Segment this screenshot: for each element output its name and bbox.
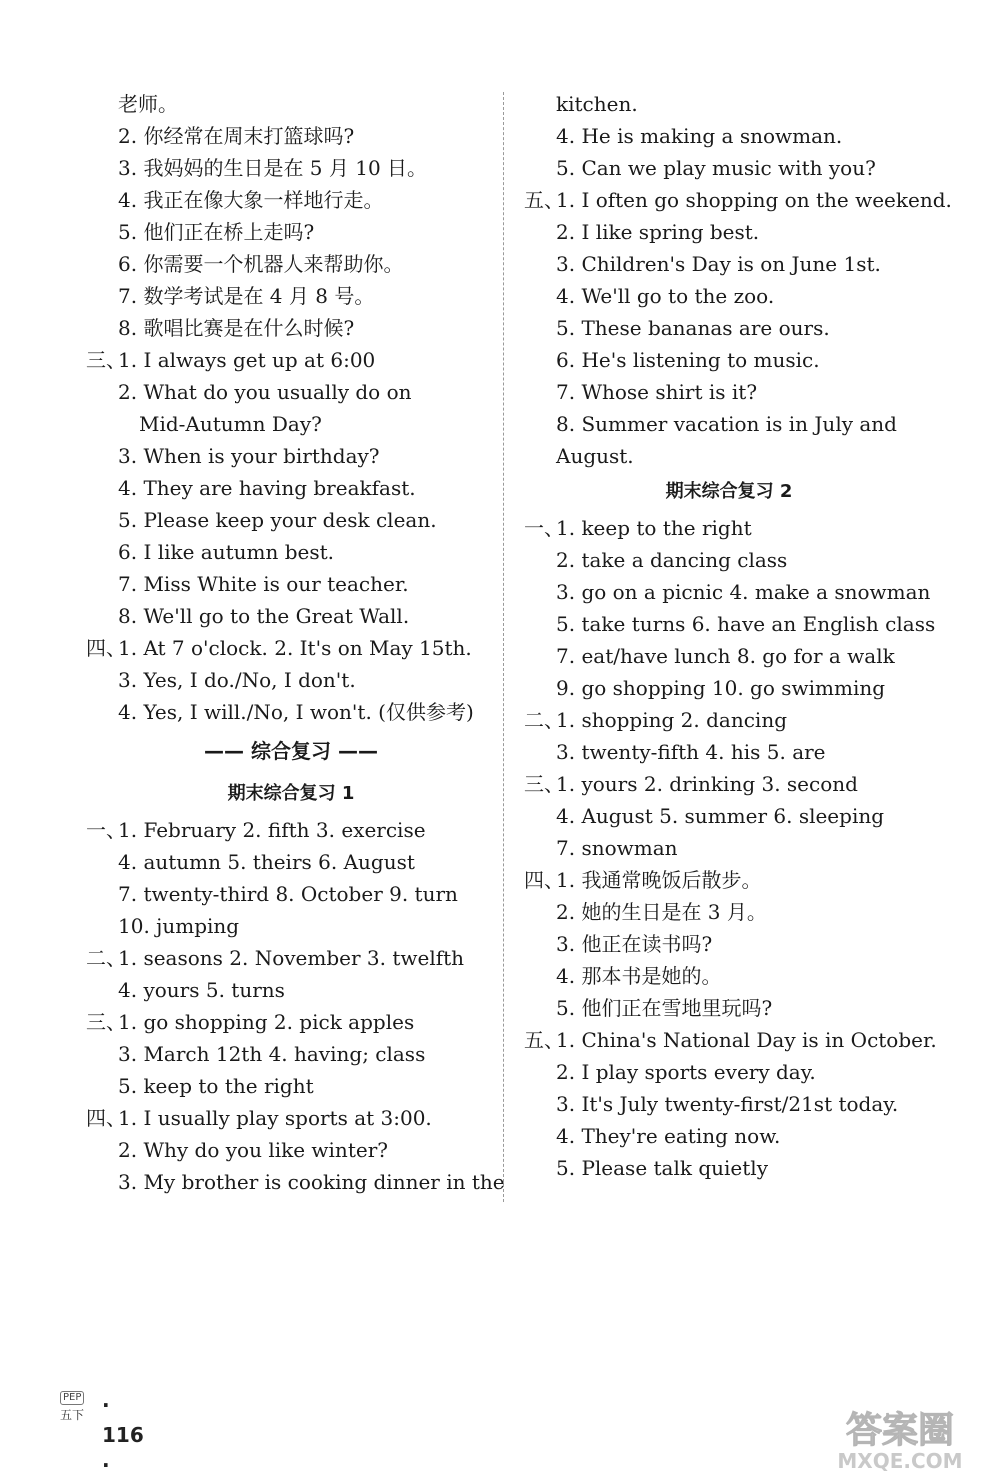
- answer-text: 4. He is making a snowman.: [556, 124, 843, 148]
- answer-text: 1. 我通常晚饭后散步。: [556, 868, 762, 892]
- answer-line: [524, 704, 934, 736]
- answer-text: August.: [556, 444, 634, 468]
- answer-line: [86, 664, 496, 696]
- answer-line: [86, 376, 496, 408]
- answer-text: 4. autumn 5. theirs 6. August: [118, 850, 415, 874]
- section-title: —— 综合复习 ——: [204, 739, 378, 763]
- answer-text: 1. keep to the right: [556, 516, 752, 540]
- answer-line: [86, 1102, 496, 1134]
- answer-text: 4. Yes, I will./No, I won't. (仅供参考): [118, 700, 474, 724]
- answer-text: 7. Miss White is our teacher.: [118, 572, 409, 596]
- answer-text: 3. It's July twenty-first/21st today.: [556, 1092, 899, 1116]
- page-number: · 116 ·: [102, 1393, 144, 1477]
- answer-text: 7. 数学考试是在 4 月 8 号。: [118, 284, 375, 308]
- answer-text: 3. 我妈妈的生日是在 5 月 10 日。: [118, 156, 428, 180]
- answer-text: 3. Yes, I do./No, I don't.: [118, 668, 356, 692]
- answer-text: 1. At 7 o'clock. 2. It's on May 15th.: [118, 636, 472, 660]
- answer-text: 6. I like autumn best.: [118, 540, 335, 564]
- answer-text: 2. I like spring best.: [556, 220, 760, 244]
- answer-text: 2. I play sports every day.: [556, 1060, 816, 1084]
- answer-line: [86, 216, 496, 248]
- answer-text: 4. They're eating now.: [556, 1124, 781, 1148]
- answer-line: [524, 152, 934, 184]
- answer-line: [524, 544, 934, 576]
- answer-line: [524, 376, 934, 408]
- answer-line: [86, 814, 496, 846]
- answer-line: [524, 512, 934, 544]
- answer-line: [86, 910, 496, 942]
- section-marker: 三、: [86, 348, 126, 372]
- answer-text: Mid-Autumn Day?: [139, 412, 322, 436]
- answer-text: 4. 那本书是她的。: [556, 964, 722, 988]
- answer-text: 5. keep to the right: [118, 1074, 314, 1098]
- answer-line: [86, 1038, 496, 1070]
- column-divider: [503, 92, 504, 1202]
- answer-text: 6. He's listening to music.: [556, 348, 820, 372]
- answer-text: 1. seasons 2. November 3. twelfth: [118, 946, 465, 970]
- answer-text: 1. go shopping 2. pick apples: [118, 1010, 415, 1034]
- answer-line: [524, 672, 934, 704]
- answer-line: [86, 1166, 505, 1198]
- answer-line: [86, 600, 496, 632]
- answer-line: [524, 216, 934, 248]
- section-marker: 二、: [524, 708, 564, 732]
- answer-line: [86, 312, 496, 344]
- section-marker: 一、: [524, 516, 564, 540]
- section-marker: 四、: [86, 1106, 126, 1130]
- pep-logo-icon: [58, 1390, 92, 1424]
- answer-line: [524, 1056, 934, 1088]
- answer-line: [86, 1006, 496, 1038]
- answer-line: [524, 800, 934, 832]
- answer-line: [524, 1024, 937, 1056]
- watermark-text: 答案圈: [845, 1410, 955, 1451]
- answer-line: [524, 120, 934, 152]
- answer-text: 3. twenty-fifth 4. his 5. are: [556, 740, 826, 764]
- answer-line: [524, 736, 934, 768]
- answer-text: 5. take turns 6. have an English class: [556, 612, 936, 636]
- answer-text: 2. 她的生日是在 3 月。: [556, 900, 767, 924]
- answer-text: 6. 你需要一个机器人来帮助你。: [118, 252, 404, 276]
- answer-text: 3. 他正在读书吗?: [556, 932, 713, 956]
- answer-line: [524, 280, 934, 312]
- review-heading: 期末综合复习 2: [665, 481, 793, 502]
- watermark-domain: MXQE.COM: [837, 1449, 963, 1472]
- answer-line: [86, 184, 496, 216]
- answer-line: [86, 440, 496, 472]
- answer-line: [524, 608, 934, 640]
- answer-line: [524, 928, 934, 960]
- answer-text: 8. 歌唱比赛是在什么时候?: [118, 316, 355, 340]
- answer-line: [524, 440, 934, 472]
- answer-text: 7. twenty-third 8. October 9. turn: [118, 882, 458, 906]
- answer-line: [524, 896, 934, 928]
- logo-text: PEP: [60, 1391, 84, 1405]
- answer-line: [86, 878, 496, 910]
- answer-line: [86, 536, 496, 568]
- answer-text: 5. Please keep your desk clean.: [118, 508, 437, 532]
- watermark-logo: [806, 1402, 994, 1472]
- answer-text: 2. Why do you like winter?: [118, 1138, 388, 1162]
- answer-text: 10. jumping: [118, 914, 240, 938]
- answer-text: 3. March 12th 4. having; class: [118, 1042, 426, 1066]
- answer-line: [524, 864, 934, 896]
- answer-line: [86, 696, 496, 728]
- answer-line: [86, 248, 496, 280]
- answer-line: [86, 152, 496, 184]
- answer-line: [86, 472, 496, 504]
- answer-text: 2. 你经常在周末打篮球吗?: [118, 124, 355, 148]
- answer-text: 2. What do you usually do on: [118, 380, 412, 404]
- answer-text: 1. shopping 2. dancing: [556, 708, 787, 732]
- answer-line: [524, 832, 934, 864]
- answer-line: [524, 312, 934, 344]
- answer-line: [524, 184, 952, 216]
- answer-line: [86, 846, 496, 878]
- answer-line: [86, 568, 496, 600]
- answer-line: [86, 280, 496, 312]
- answer-line: [86, 504, 496, 536]
- answer-line: [86, 120, 496, 152]
- answer-text: 8. We'll go to the Great Wall.: [118, 604, 410, 628]
- left-column: [86, 88, 505, 1198]
- answer-line: [86, 632, 496, 664]
- answer-line: [524, 1088, 934, 1120]
- answer-line: [86, 974, 496, 1006]
- section-marker: 二、: [86, 946, 126, 970]
- answer-text: 2. take a dancing class: [556, 548, 788, 572]
- review-heading: 期末综合复习 1: [227, 783, 355, 804]
- answer-text: 4. August 5. summer 6. sleeping: [556, 804, 885, 828]
- answer-text: 9. go shopping 10. go swimming: [556, 676, 886, 700]
- answer-text: 8. Summer vacation is in July and: [556, 412, 897, 436]
- answer-text: 5. These bananas are ours.: [556, 316, 830, 340]
- section-marker: 四、: [524, 868, 564, 892]
- answer-text: 1. China's National Day is in October.: [556, 1028, 937, 1052]
- answer-line: [524, 248, 934, 280]
- answer-text: 1. February 2. fifth 3. exercise: [118, 818, 426, 842]
- answer-text: 7. snowman: [556, 836, 678, 860]
- answer-text: 老师。: [118, 92, 178, 116]
- answer-text: 1. I always get up at 6:00: [118, 348, 376, 372]
- answer-text: 4. They are having breakfast.: [118, 476, 416, 500]
- answer-text: 5. Please talk quietly: [556, 1156, 768, 1180]
- answer-text: 3. When is your birthday?: [118, 444, 380, 468]
- answer-text: 7. Whose shirt is it?: [556, 380, 758, 404]
- answer-text: 1. I usually play sports at 3:00.: [118, 1106, 432, 1130]
- answer-line: [86, 88, 496, 120]
- answer-line: [524, 1152, 934, 1184]
- answer-line: [524, 960, 934, 992]
- answer-text: 4. We'll go to the zoo.: [556, 284, 775, 308]
- answer-line: [86, 408, 496, 440]
- answer-line: [524, 640, 934, 672]
- answer-text: 5. 他们正在雪地里玩吗?: [556, 996, 773, 1020]
- answer-line: [86, 1070, 496, 1102]
- answer-text: 5. Can we play music with you?: [556, 156, 876, 180]
- section-marker: 四、: [86, 636, 126, 660]
- answer-line: [524, 768, 934, 800]
- answer-line: [524, 88, 934, 120]
- right-column: [524, 88, 952, 1184]
- answer-text: 3. go on a picnic 4. make a snowman: [556, 580, 931, 604]
- section-marker: 五、: [524, 188, 564, 212]
- answer-text: 4. yours 5. turns: [118, 978, 285, 1002]
- answer-text: 1. I often go shopping on the weekend.: [556, 188, 952, 212]
- section-marker: 五、: [524, 1028, 564, 1052]
- answer-text: 3. My brother is cooking dinner in the: [118, 1170, 505, 1194]
- section-marker: 三、: [524, 772, 564, 796]
- section-marker: 三、: [86, 1010, 126, 1034]
- answer-line: [86, 1134, 496, 1166]
- answer-line: [524, 992, 934, 1024]
- answer-line: [524, 344, 934, 376]
- answer-text: 3. Children's Day is on June 1st.: [556, 252, 881, 276]
- answer-line: [86, 942, 496, 974]
- answer-line: [524, 1120, 934, 1152]
- answer-line: [524, 408, 934, 440]
- answer-text: 5. 他们正在桥上走吗?: [118, 220, 315, 244]
- section-marker: 一、: [86, 818, 126, 842]
- answer-text: 1. yours 2. drinking 3. second: [556, 772, 858, 796]
- answer-line: [524, 576, 934, 608]
- answer-line: [86, 344, 496, 376]
- answer-text: kitchen.: [556, 92, 638, 116]
- grade-label: 五下: [60, 1408, 85, 1422]
- answer-text: 4. 我正在像大象一样地行走。: [118, 188, 384, 212]
- answer-text: 7. eat/have lunch 8. go for a walk: [556, 644, 895, 668]
